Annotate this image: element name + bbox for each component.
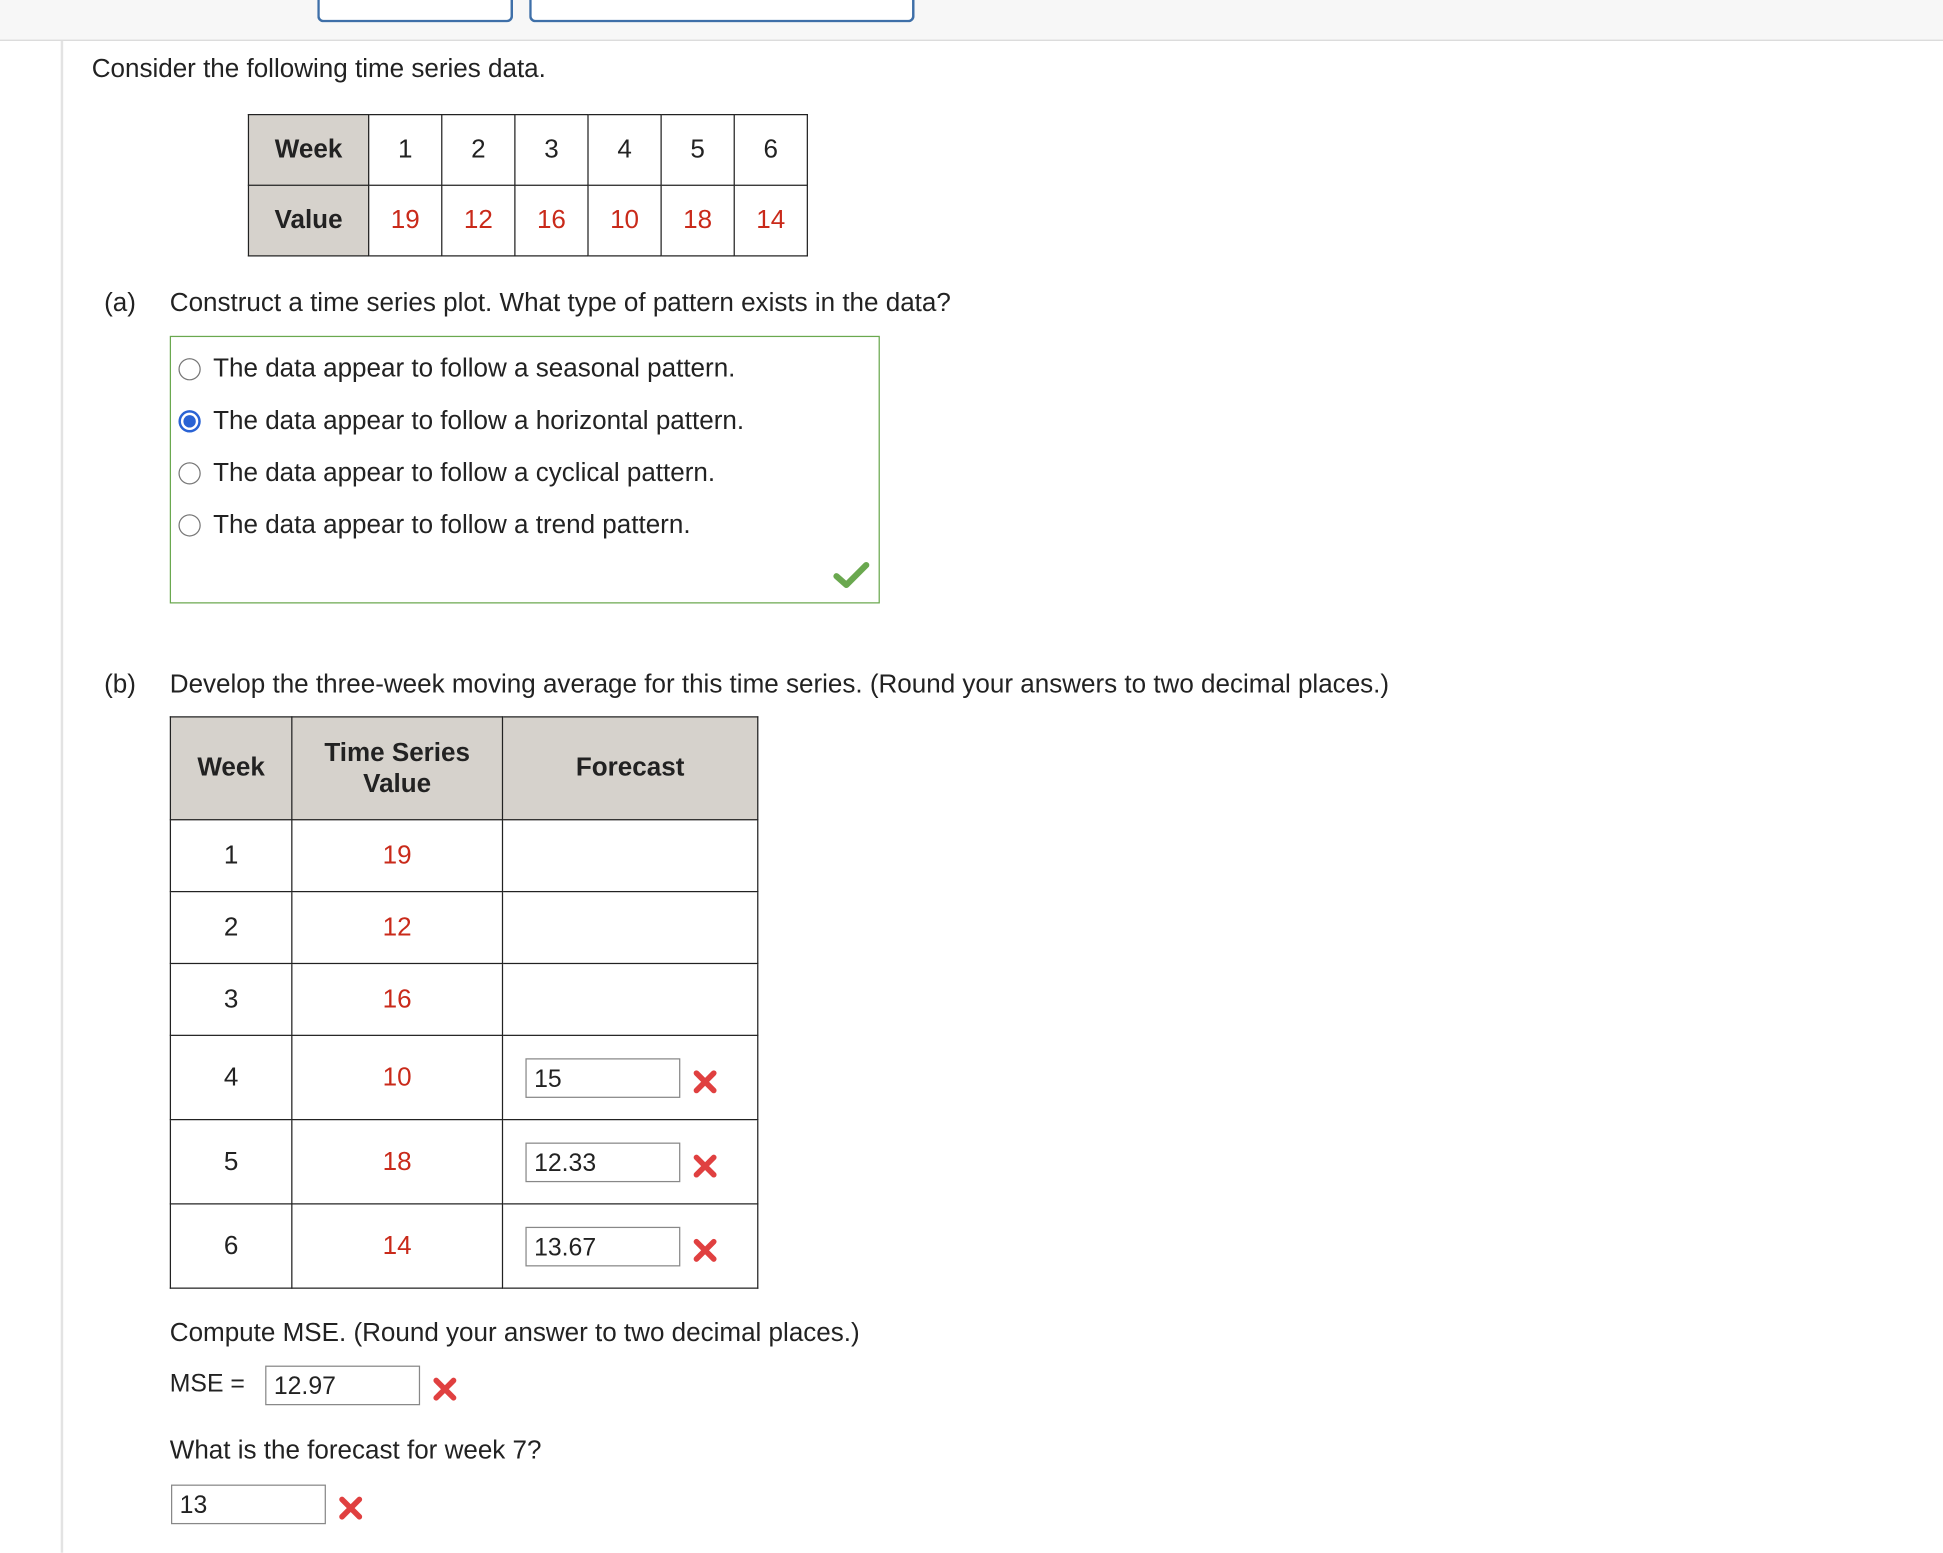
incorrect-x-icon [337,1494,364,1521]
part-b-question: Develop the three-week moving average for this time series. (Round your answers to two decimal places.) [169,670,1390,699]
col-value-header-line2: Value [363,769,432,799]
option-trend[interactable] [178,507,690,544]
value-cell: 14 [292,1204,503,1288]
mse-label: MSE = [169,1370,245,1398]
toolbar-button-2[interactable] [529,0,914,22]
week7-forecast-input[interactable]: 13 [171,1485,326,1525]
mse-input[interactable]: 12.97 [265,1366,420,1406]
intro-text: Consider the following time series data. [91,54,546,84]
week-cell: 1 [170,820,291,892]
forecast-input-week-4[interactable]: 15 [525,1058,680,1098]
week-header: Week [248,115,368,186]
value-cell: 14 [734,185,807,256]
value-cell: 18 [292,1120,503,1204]
value-cell: 12 [442,185,515,256]
incorrect-x-icon [691,1237,718,1264]
option-label: The data appear to follow a cyclical pattern. [213,458,716,488]
value-cell: 18 [661,185,734,256]
week-cell: 5 [170,1120,291,1204]
toolbar-button-1[interactable] [317,0,513,22]
value-cell: 12 [292,892,503,964]
correct-check-icon [833,560,870,590]
value-cell: 10 [292,1035,503,1119]
week7-prompt: What is the forecast for week 7? [169,1436,542,1465]
pattern-answer-box [170,336,880,604]
week-cell: 3 [170,963,291,1035]
forecast-cell [502,820,757,892]
value-cell: 16 [292,963,503,1035]
week-cell: 5 [661,115,734,186]
incorrect-x-icon [691,1152,718,1179]
col-value-header-line1: Time Series [324,738,470,768]
option-label: The data appear to follow a horizontal pattern. [213,406,745,435]
col-week-header: Week [170,717,291,820]
mse-prompt: Compute MSE. (Round your answer to two decimal places.) [169,1318,860,1348]
value-cell: 16 [515,185,588,256]
option-label: The data appear to follow a seasonal pattern. [213,354,736,383]
table-row [170,820,757,892]
incorrect-x-icon [431,1376,458,1403]
table-row [170,963,757,1035]
time-series-table [248,114,808,257]
radio-button[interactable] [178,514,200,536]
value-header: Value [248,185,368,256]
option-seasonal[interactable] [178,351,735,388]
option-label: The data appear to follow a trend pattern. [213,510,691,540]
part-a-label: (a) [104,288,136,318]
week-cell: 6 [170,1204,291,1288]
moving-average-table [170,716,759,1289]
forecast-input-week-6[interactable]: 13.67 [525,1227,680,1267]
incorrect-x-icon [691,1068,718,1095]
week-cell: 1 [369,115,442,186]
col-value-header [292,717,503,820]
value-cell: 19 [292,820,503,892]
forecast-input-week-5[interactable]: 12.33 [525,1143,680,1183]
week-cell: 6 [734,115,807,186]
week-cell: 2 [442,115,515,186]
forecast-cell [502,892,757,964]
left-margin-rule [61,41,63,1553]
part-b-label: (b) [104,670,136,699]
week-cell: 4 [170,1035,291,1119]
part-a-question: Construct a time series plot. What type of pattern exists in the data? [169,288,951,318]
radio-button[interactable] [178,462,200,484]
value-cell: 10 [588,185,661,256]
week-cell: 4 [588,115,661,186]
top-toolbar [0,0,1943,41]
option-horizontal[interactable] [178,403,744,440]
radio-button[interactable] [178,358,200,380]
week-cell: 3 [515,115,588,186]
option-cyclical[interactable] [178,455,715,492]
table-row [170,892,757,964]
col-forecast-header: Forecast [502,717,757,820]
radio-button-selected[interactable] [178,410,200,432]
value-cell: 19 [369,185,442,256]
forecast-cell [502,963,757,1035]
week-cell: 2 [170,892,291,964]
